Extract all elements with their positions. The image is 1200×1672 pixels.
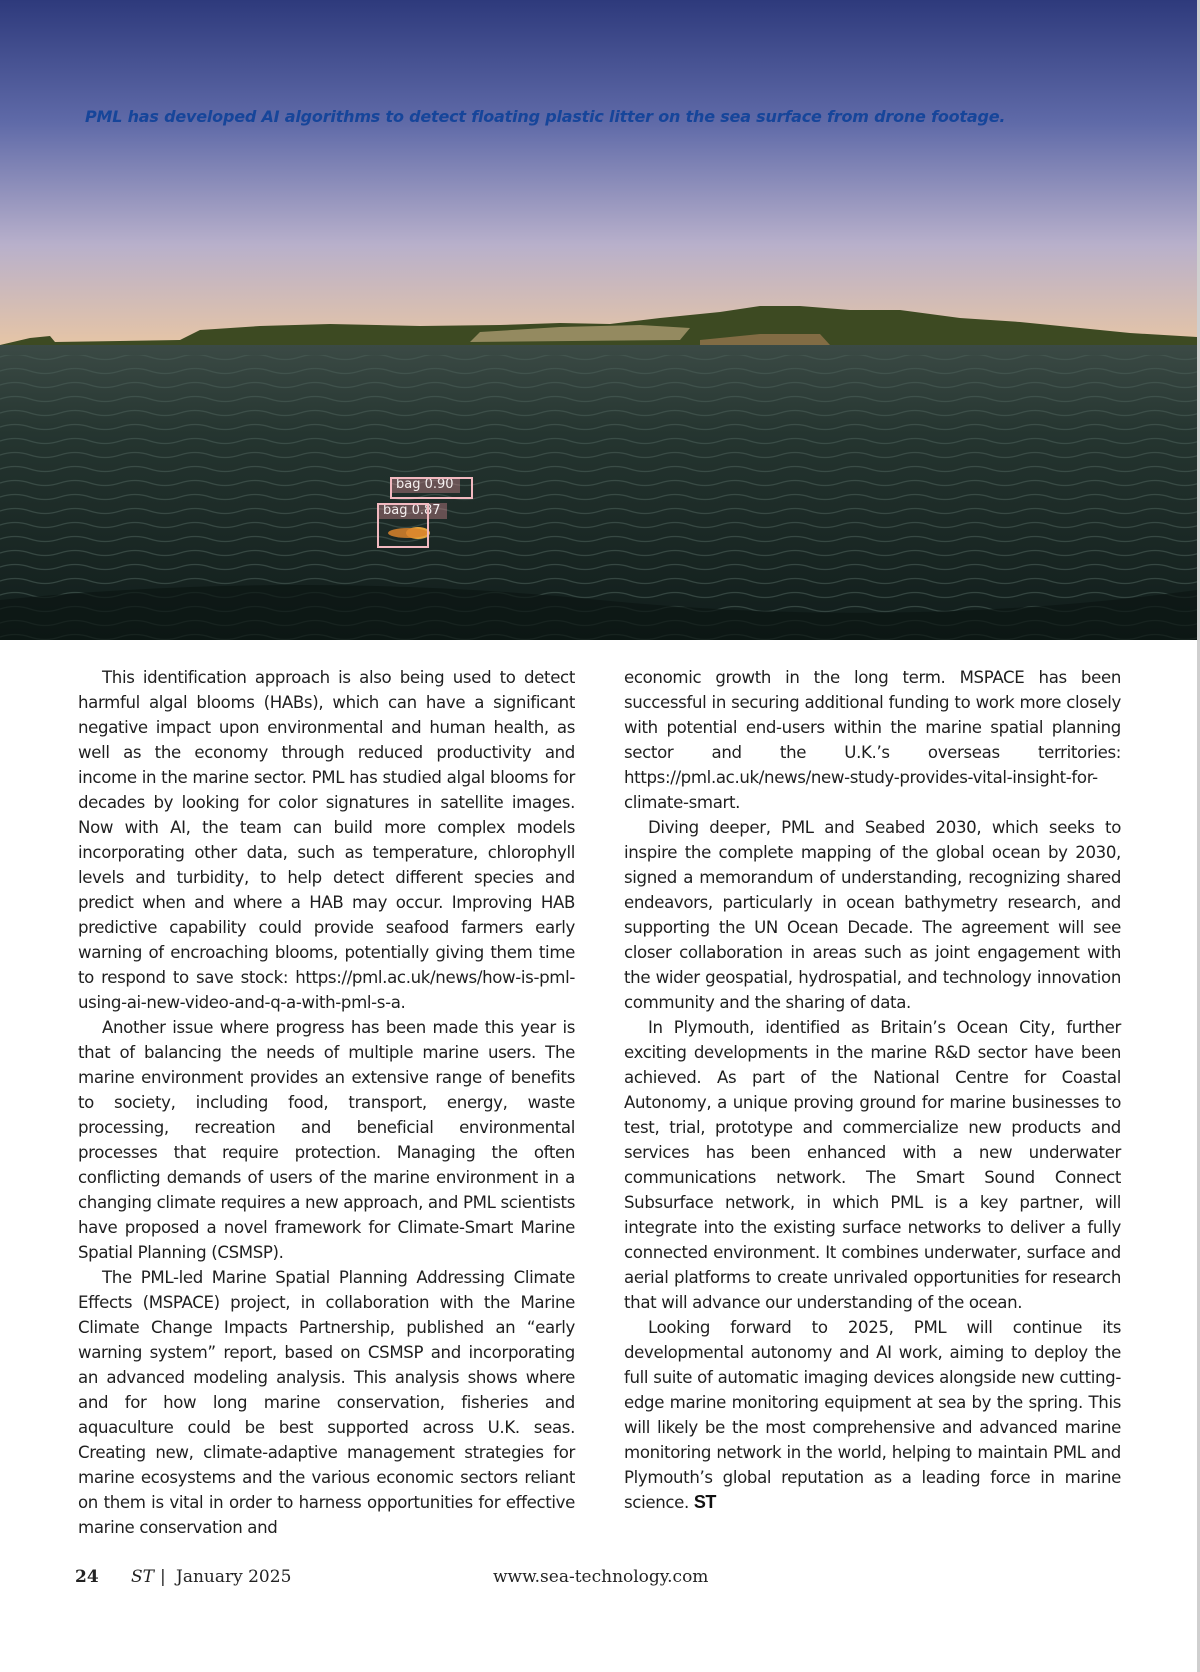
magazine-name: ST	[131, 1567, 154, 1587]
issue-date: January 2025	[176, 1567, 292, 1587]
paragraph: This identification approach is also being used to detect harmful algal blooms (HABs), which can have a significant negative impact upon environmental and human health, as well as the economy through reduced productivity and income in the marine sector. PML has studied algal blooms for decades by looking for color signatures in satellite images. Now with AI, the team can build more complex models incorporating other data, such as temperature, chlorophyll levels and turbidity, to help detect different species and predict when and where a HAB may occur. Improving HAB predictive capability could provide seafood farmers early warning of encroaching blooms, potentially giving them time to respond to save stock: https://pml.ac.uk/news/how-is-pml-using-ai-new-video-and-q-a-with-pml-s-a.	[78, 668, 575, 1012]
detection-label: bag 0.90	[390, 477, 460, 493]
website-url: www.sea-technology.com	[493, 1567, 709, 1587]
paragraph: In Plymouth, identified as Britain’s Ocean City, further exciting developments in the marine R&D sector have been achieved. As part of the National Centre for Coastal Autonomy, a unique proving ground for marine businesses to test, trial, prototype and commercialize new products and services has been enhanced with a new underwater communications network. The Smart Sound Connect Subsurface network, in which PML is a key partner, will integrate into the existing surface networks to deliver a fully connected environment. It combines underwater, surface and aerial platforms to create unrivaled opportunities for research that will advance our understanding of the ocean.	[624, 1018, 1121, 1312]
left-column	[78, 665, 575, 1540]
detection-box	[377, 503, 429, 548]
detection-label: bag 0.87	[377, 503, 447, 519]
st-end-mark: ST	[693, 1492, 716, 1512]
page-number: 24	[75, 1567, 99, 1587]
paragraph: Another issue where progress has been made this year is that of balancing the needs of multiple marine users. The marine environment provides an extensive range of benefits to society, including food, transport, energy, waste processing, recreation and beneficial environmental processes that require protection. Managing the often conflicting demands of users of the marine environment in a changing climate requires a new approach, and PML scientists have proposed a novel framework for Climate-Smart Marine Spatial Planning (CSMSP).	[78, 1018, 575, 1262]
hero-photo	[0, 0, 1200, 640]
paragraph-text: Looking forward to 2025, PML will continue its developmental autonomy and AI work, aiming to deploy the full suite of automatic imaging devices alongside new cutting-edge marine monitoring equipment at sea by the spring. This will likely be the most comprehensive and advanced marine monitoring network in the world, helping to maintain PML and Plymouth’s global reputation as a leading force in marine science.	[624, 1318, 1121, 1512]
paragraph: economic growth in the long term. MSPACE has been successful in securing additional funding to work more closely with potential end-users within the marine spatial planning sector and the U.K.’s overseas territories: https://pml.ac.uk/news/new-study-provides-vital-insight-for-climate-smart.	[624, 668, 1121, 812]
paragraph: The PML-led Marine Spatial Planning Addressing Climate Effects (MSPACE) project, in collaboration with the Marine Climate Change Impacts Partnership, published an “early warning system” report, based on CSMSP and incorporating an advanced modeling analysis. This analysis shows where and for how long marine conservation, fisheries and aquaculture could be best supported across U.K. seas. Creating new, climate-adaptive management strategies for marine ecosystems and the various economic sectors reliant on them is vital in order to harness opportunities for effective marine conservation and	[78, 1268, 575, 1537]
page-footer	[75, 1567, 1075, 1591]
footer-separator: |	[160, 1567, 166, 1587]
sea-drone-image	[0, 0, 1197, 640]
photo-caption: PML has developed AI algorithms to detect floating plastic litter on the sea surface from drone footage.	[85, 107, 1006, 126]
final-paragraph	[624, 1315, 1121, 1515]
detection-box	[390, 477, 473, 499]
right-column	[624, 665, 1121, 1515]
paragraph: Diving deeper, PML and Seabed 2030, which seeks to inspire the complete mapping of the global ocean by 2030, signed a memorandum of understanding, recognizing shared endeavors, particularly in ocean bathymetry research, and supporting the UN Ocean Decade. The agreement will see closer collaboration in areas such as joint engagement with the wider geospatial, hydrospatial, and technology innovation community and the sharing of data.	[624, 818, 1121, 1012]
